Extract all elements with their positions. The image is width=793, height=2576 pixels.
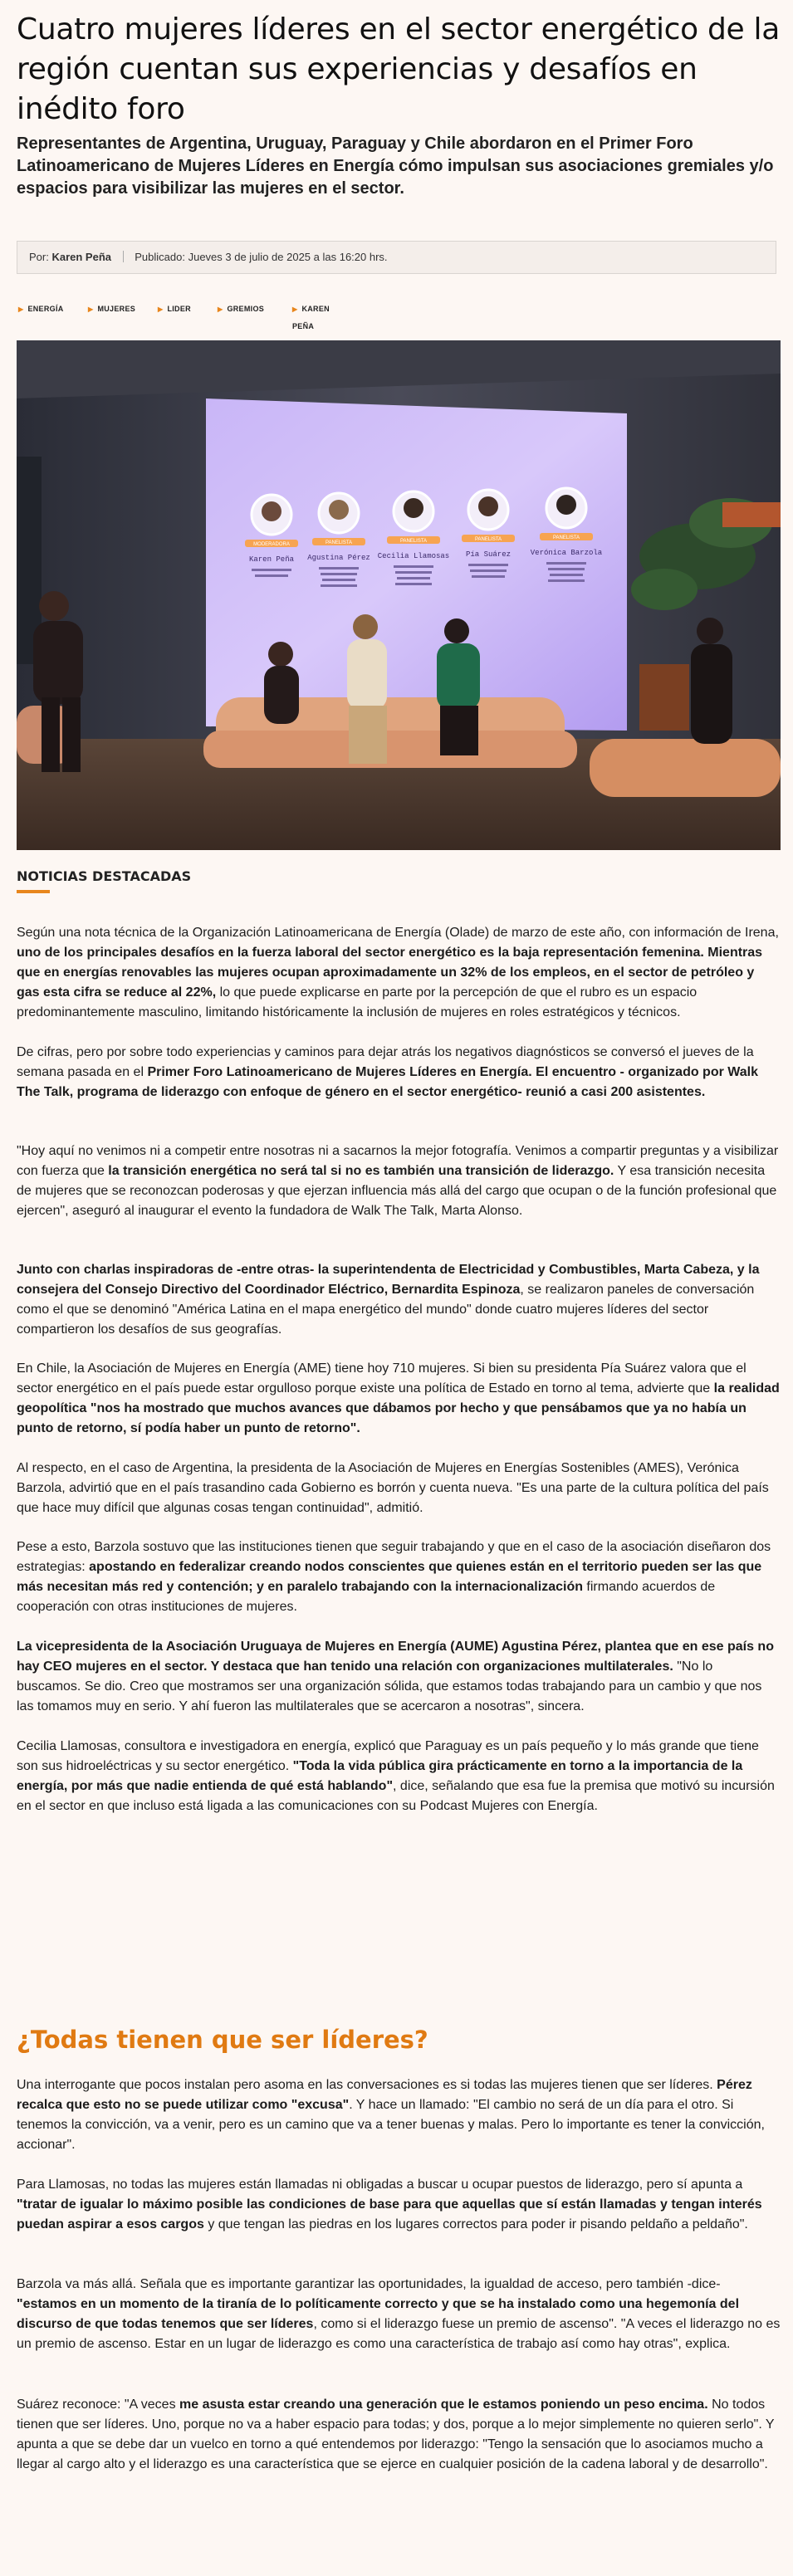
triangle-bullet-icon: ▶ [218, 306, 223, 313]
paragraph-4: Junto con charlas inspiradoras de -entre otras- la superintendenta de Electricidad y Combustibles, Marta Cabeza, y la consejera del Consejo Directivo del Coordinador Eléctrico, Bernardita Espinoza, se realizaron paneles de conversación como el que se denominó "América Latina en el mapa energético del mundo" donde cuatro mujeres líderes del sector compartieron los desafíos de sus geografías. [17, 1263, 760, 1337]
paragraph-3: "Hoy aquí no venimos ni a competir entre nosotras ni a sacarnos la mejor fotografía. Venimos a compartir preguntas y a visibilizar con fuerza que la transición energética no será tal si no es también una transición de liderazgo. Y esa transición necesita de mujeres que se reconozcan poderosas y que ejerzan influencia más allá del cargo que ocupan o de la función profesional que ejercen", aseguró al inaugurar el evento la fundadora de Walk The Talk, Marta Alonso. [17, 1144, 779, 1218]
author-link[interactable]: Karen Peña [51, 251, 112, 263]
subheading: ¿Todas tienen que ser líderes? [17, 2026, 428, 2054]
screen-label: PANELISTA [552, 535, 580, 540]
tag-label: KAREN PEÑA [292, 305, 330, 330]
paragraph-5: En Chile, la Asociación de Mujeres en Energía (AME) tiene hoy 710 mujeres. Si bien su presidenta Pía Suárez valora que el sector energético en el país puede estar orgulloso porque existe una política de Estado en torno al tema, advierte que la realidad geopolítica "nos ha mostrado que muchos avances que dábamos por hecho y que pensábamos que ya no había un punto de retorno, sí podía haber un punto de retorno". [17, 1361, 780, 1435]
paragraph-2: De cifras, pero por sobre todo experiencias y caminos para dejar atrás los negativos diagnósticos se conversó el jueves de la semana pasada en el Primer Foro Latinoamericano de Mujeres Líderes en Energía. El encuentro - organizado por Walk The Talk, programa de liderazgo con enfoque de género en el sector energético- reunió a casi 200 asistentes. [17, 1045, 759, 1099]
screen-name: Verónica Barzola [530, 549, 603, 557]
triangle-bullet-icon: ▶ [292, 306, 298, 313]
section-accent-bar [17, 890, 50, 893]
screen-name: Agustina Pérez [307, 554, 370, 562]
paragraph-6: Al respecto, en el caso de Argentina, la presidenta de la Asociación de Mujeres en Energías Sostenibles (AMES), Verónica Barzola, advirtió que en el país trasandino cada Gobierno es borrón y cuenta nueva. "Es una parte de la cultura política del país que hace muy difícil que algunas cosas tengan continuidad", admitió. [17, 1461, 769, 1515]
paragraph-8: La vicepresidenta de la Asociación Uruguaya de Mujeres en Energía (AUME) Agustina Pérez, plantea que en ese país no hay CEO mujeres en el sector. Y destaca que han tenido una relación con organizaciones multilaterales. "No lo buscamos. Se dio. Creo que mostramos ser una organización sólida, que estamos todas trabajando para un cambio y que nos las tomamos muy en serio. Y ahí fueron las multilaterales que se acercaron a nosotras", sincera. [17, 1640, 774, 1713]
screen-label: PANELISTA [399, 539, 428, 544]
tag-label: GREMIOS [227, 305, 265, 313]
paragraph-11: Para Llamosas, no todas las mujeres están llamadas ni obligadas a buscar u ocupar puestos de liderazgo, pero sí apunta a "tratar de igualar lo máximo posible las condiciones de base para que aquellas que sí están llamadas y tengan interés puedan aspirar a esos cargos y que tengan las piedras en los lugares correctos para poder ir pisando peldaño a peldaño". [17, 2178, 762, 2231]
byline [17, 241, 776, 274]
article-title: Cuatro mujeres líderes en el sector energético de la región cuentan sus experiencias y desafíos en inédito foro [17, 12, 781, 126]
screen-name: Pía Suárez [465, 550, 512, 559]
paragraph-7: Pese a esto, Barzola sostuvo que las instituciones tienen que seguir trabajando y que en el caso de la asociación diseñaron dos estrategias: apostando en federalizar creando nodos conscientes que quienes están en el territorio pueden ser las que más necesitan más red y contención; y en paralelo trabajando con la internacionalización firmando acuerdos de cooperación con otras instituciones de mujeres. [17, 1540, 771, 1614]
tag-karen-pena[interactable] [292, 301, 330, 330]
byline-label: Por: [29, 251, 49, 263]
panel-photo-illustration [17, 340, 781, 850]
screen-label: PANELISTA [325, 540, 353, 545]
section-heading: NOTICIAS DESTACADAS [17, 868, 192, 884]
screen-name: Cecilia Llamosas [377, 552, 450, 560]
screen-label: MODERADORA [253, 542, 290, 547]
tag-label: MUJERES [97, 305, 136, 313]
tag-gremios[interactable] [218, 301, 264, 317]
tag-lider[interactable] [158, 301, 191, 317]
paragraph-1: Según una nota técnica de la Organización Latinoamericana de Energía (Olade) de marzo de este año, con información de Irena, uno de los principales desafíos en la fuerza laboral del sector energético es la baja representación femenina. Mientras que en energías renovables las mujeres ocupan aproximadamente un 32% de los empleos, en el sector de petróleo y gas esta cifra se reduce al 22%, lo que puede explicarse en parte por la percepción de que el rubro es un espacio predominantemente masculino, limitando históricamente la inclusión de mujeres en roles estratégicos y técnicos. [17, 926, 779, 1019]
triangle-bullet-icon: ▶ [88, 306, 94, 313]
screen-name: Karen Peña [248, 555, 295, 564]
tag-label: ENERGÍA [27, 305, 64, 313]
article-subtitle: Representantes de Argentina, Uruguay, Paraguay y Chile abordaron en el Primer Foro Latinoamericano de Mujeres Líderes en Energía cómo impulsan sus asociaciones gremiales y/o espacios para visibilizar las mujeres en el sector. [17, 134, 774, 198]
triangle-bullet-icon: ▶ [18, 306, 24, 313]
paragraph-13: Suárez reconoce: "A veces me asusta estar creando una generación que le estamos poniendo un peso encima. No todos tienen que ser líderes. Uno, porque no va a haber espacio para todas; y dos, porque a lo mejor simplemente no quieren serlo". Y apunta a que se debe dar un vuelco en torno a qué entendemos por liderazgo: "Tengo la sensación que lo asociamos mucho a llegar al cargo alto y el liderazgo es una característica que se ejerce en cualquier posición de la cadena laboral y de desarrollo". [17, 2398, 775, 2471]
byline-divider [123, 251, 124, 262]
publish-date: Publicado: Jueves 3 de julio de 2025 a las 16:20 hrs. [135, 251, 388, 263]
tag-mujeres[interactable] [88, 301, 135, 317]
paragraph-10: Una interrogante que pocos instalan pero asoma en las conversaciones es si todas las mujeres tienen que ser líderes. Pérez recalca que esto no se puede utilizar como "excusa". Y hace un llamado: "El cambio no será de un día para el otro. Si tenemos la convicción, va a venir, pero es un camino que va a tener buenas y malas. Pero lo importante es tener la convicción, accionar". [17, 2078, 765, 2152]
tag-label: LIDER [167, 305, 191, 313]
paragraph-12: Barzola va más allá. Señala que es importante garantizar las oportunidades, la igualdad de acceso, pero también -dice- "estamos en un momento de la tiranía de lo políticamente correcto y que se ha instalado como una hegemonía del discurso de que todas tenemos que ser líderes, como si el liderazgo fuese un premio de ascenso". "A veces el liderazgo no es un premio de ascenso. Estar en un lugar de liderazgo es como una característica de trabajo así como hay otras", explica. [17, 2277, 781, 2351]
article-photo[interactable] [17, 340, 781, 850]
tag-energia[interactable] [18, 301, 64, 317]
triangle-bullet-icon: ▶ [158, 306, 164, 313]
screen-label: PANELISTA [474, 537, 502, 542]
paragraph-9: Cecilia Llamosas, consultora e investigadora en energía, explicó que Paraguay es un país pequeño y lo más grande que tiene son sus hidroeléctricas y su sector energético. "Toda la vida pública gira prácticamente en torno a la importancia de la energía, por más que nadie entienda de qué está hablando", dice, señalando que esa fue la premisa que motivó su incursión en el sector en que incluso está ligada a las comunicaciones con su Podcast Mujeres con Energía. [17, 1739, 775, 1813]
